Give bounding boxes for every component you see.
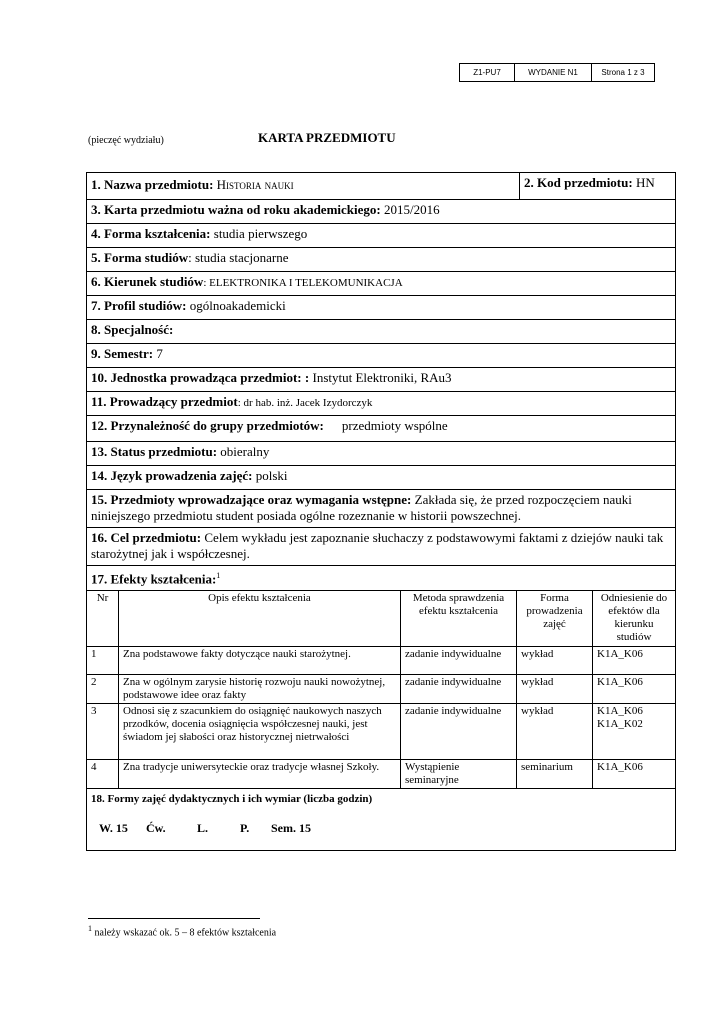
- specialization-label: 8. Specjalność:: [91, 322, 174, 337]
- lecturer-label: 11. Prowadzący przedmiot: [91, 394, 238, 409]
- row-method: zadanie indywidualne: [401, 704, 517, 760]
- row-description: Odnosi się z szacunkiem do osiągnięć naukowych naszych przodków, docenia osiągnięcia współczesnej nauki, jest świadom jej słabości oraz historycznej nietrwałości: [119, 704, 401, 760]
- row-description: Zna tradycje uniwersyteckie oraz tradycje własnej Szkoły.: [119, 760, 401, 789]
- row-unit: [86, 368, 676, 392]
- effects-label: 17. Efekty kształcenia:: [91, 571, 217, 587]
- objective-label: 16. Cel przedmiotu:: [91, 530, 202, 545]
- hours-project: P.: [240, 821, 250, 835]
- reference-line-1: K1A_K06: [597, 705, 643, 717]
- group-label: 12. Przynależność do grupy przedmiotów:: [91, 418, 324, 433]
- row-nr: 3: [87, 704, 119, 760]
- document-header-table: [459, 63, 655, 82]
- effects-table: [86, 590, 676, 789]
- unit-value: Instytut Elektroniki, RAu3: [312, 370, 452, 385]
- row-lecturer: [86, 392, 676, 416]
- row-nr: 2: [87, 675, 119, 704]
- status-label: 13. Status przedmiotu:: [91, 444, 218, 459]
- table-row: [87, 675, 676, 704]
- footnote-divider: [88, 918, 260, 919]
- row-semester: [86, 344, 676, 368]
- hours-lab: L.: [197, 821, 209, 835]
- lecturer-value: : dr hab. inż. Jacek Izydorczyk: [237, 397, 373, 409]
- row-method: zadanie indywidualne: [401, 675, 517, 704]
- course-code-value: HN: [635, 175, 655, 190]
- page-title: KARTA PRZEDMIOTU: [258, 130, 396, 145]
- doc-edition: WYDANIE N1: [515, 64, 592, 82]
- valid-year-value: 2015/2016: [383, 202, 440, 217]
- profile-value: ogólnoakademicki: [189, 298, 286, 313]
- hours-lecture: W. 15: [99, 821, 128, 835]
- field-of-study-value: : ELEKTRONIKA I TELEKOMUNIKACJA: [203, 277, 403, 289]
- study-form-value: : studia stacjonarne: [188, 250, 289, 265]
- language-label: 14. Język prowadzenia zajęć:: [91, 468, 253, 483]
- doc-page: Strona 1 z 3: [592, 64, 655, 82]
- row-method: zadanie indywidualne: [401, 647, 517, 675]
- footnote-mark: 1: [88, 924, 92, 933]
- row-form: wykład: [517, 675, 593, 704]
- row-field-of-study: [86, 272, 676, 296]
- prerequisites-value: Zakłada się, że przed rozpoczęciem nauki niniejszego przedmiotu student posiada ogólne rozeznanie w historii powszechnej.: [91, 492, 632, 523]
- col-reference: Odniesienie do efektów dla kierunku studiów: [593, 591, 676, 647]
- hours-seminar: Sem. 15: [271, 821, 311, 835]
- semester-label: 9. Semestr:: [91, 346, 154, 361]
- effects-footnote-mark: 1: [216, 571, 221, 580]
- row-class-hours: [86, 789, 676, 851]
- course-name-value: Historia nauki: [216, 177, 294, 192]
- objective-value: Celem wykładu jest zapoznanie słuchaczy z podstawowymi faktami z dziejów nauki tak starożytnej jak i współczesnej.: [91, 530, 664, 561]
- row-status: [86, 442, 676, 466]
- valid-year-label: 3. Karta przedmiotu ważna od roku akademickiego:: [91, 202, 381, 217]
- effects-header-row: [87, 591, 676, 647]
- row-study-form: [86, 248, 676, 272]
- col-description: Opis efektu kształcenia: [119, 591, 401, 647]
- row-description: Zna podstawowe fakty dotyczące nauki starożytnej.: [119, 647, 401, 675]
- table-row: [87, 760, 676, 789]
- row-form: wykład: [517, 704, 593, 760]
- row-reference: [593, 704, 676, 760]
- group-value: przedmioty wspólne: [341, 418, 448, 433]
- study-form-label: 5. Forma studiów: [91, 250, 189, 265]
- status-value: obieralny: [220, 444, 270, 459]
- row-reference: K1A_K06: [593, 760, 676, 789]
- unit-label: 10. Jednostka prowadząca przedmiot: :: [91, 370, 310, 385]
- field-of-study-label: 6. Kierunek studiów: [91, 274, 204, 289]
- row-method: Wystąpienie seminaryjne: [401, 760, 517, 789]
- table-row: [87, 647, 676, 675]
- course-name-label: 1. Nazwa przedmiotu:: [91, 177, 214, 192]
- row-prerequisites: [86, 490, 676, 528]
- row-objective: [86, 528, 676, 566]
- row-nr: 4: [87, 760, 119, 789]
- row-valid-year: [86, 200, 676, 224]
- row-effects-heading: [86, 566, 676, 590]
- education-form-value: studia pierwszego: [213, 226, 308, 241]
- row-course-name: [86, 172, 676, 200]
- row-specialization: [86, 320, 676, 344]
- col-nr: Nr: [87, 591, 119, 647]
- prerequisites-label: 15. Przedmioty wprowadzające oraz wymagania wstępne:: [91, 492, 412, 507]
- course-card-form: [86, 172, 676, 851]
- education-form-label: 4. Forma kształcenia:: [91, 226, 211, 241]
- hours-exercises: Ćw.: [146, 821, 166, 835]
- row-reference: K1A_K06: [593, 675, 676, 704]
- row-profile: [86, 296, 676, 320]
- semester-value: 7: [156, 346, 163, 361]
- language-value: polski: [255, 468, 288, 483]
- col-method: Metoda sprawdzenia efektu kształcenia: [401, 591, 517, 647]
- row-language: [86, 466, 676, 490]
- table-row: [87, 704, 676, 760]
- profile-label: 7. Profil studiów:: [91, 298, 187, 313]
- footnote: [88, 924, 276, 938]
- course-code-label: 2. Kod przedmiotu:: [524, 175, 633, 190]
- row-nr: 1: [87, 647, 119, 675]
- row-description: Zna w ogólnym zarysie historię rozwoju nauki nowożytnej, podstawowe idee oraz fakty: [119, 675, 401, 704]
- footnote-text: należy wskazać ok. 5 – 8 efektów kształcenia: [92, 927, 277, 939]
- row-reference: K1A_K06: [593, 647, 676, 675]
- reference-line-2: K1A_K02: [597, 718, 643, 730]
- faculty-stamp-label: (pieczęć wydziału): [88, 135, 164, 146]
- row-form: wykład: [517, 647, 593, 675]
- row-group: [86, 416, 676, 442]
- row-education-form: [86, 224, 676, 248]
- col-form: Forma prowadzenia zajęć: [517, 591, 593, 647]
- doc-code: Z1-PU7: [460, 64, 515, 82]
- class-hours-values: [99, 821, 671, 836]
- row-form: seminarium: [517, 760, 593, 789]
- class-hours-label: 18. Formy zajęć dydaktycznych i ich wymiar (liczba godzin): [91, 793, 373, 805]
